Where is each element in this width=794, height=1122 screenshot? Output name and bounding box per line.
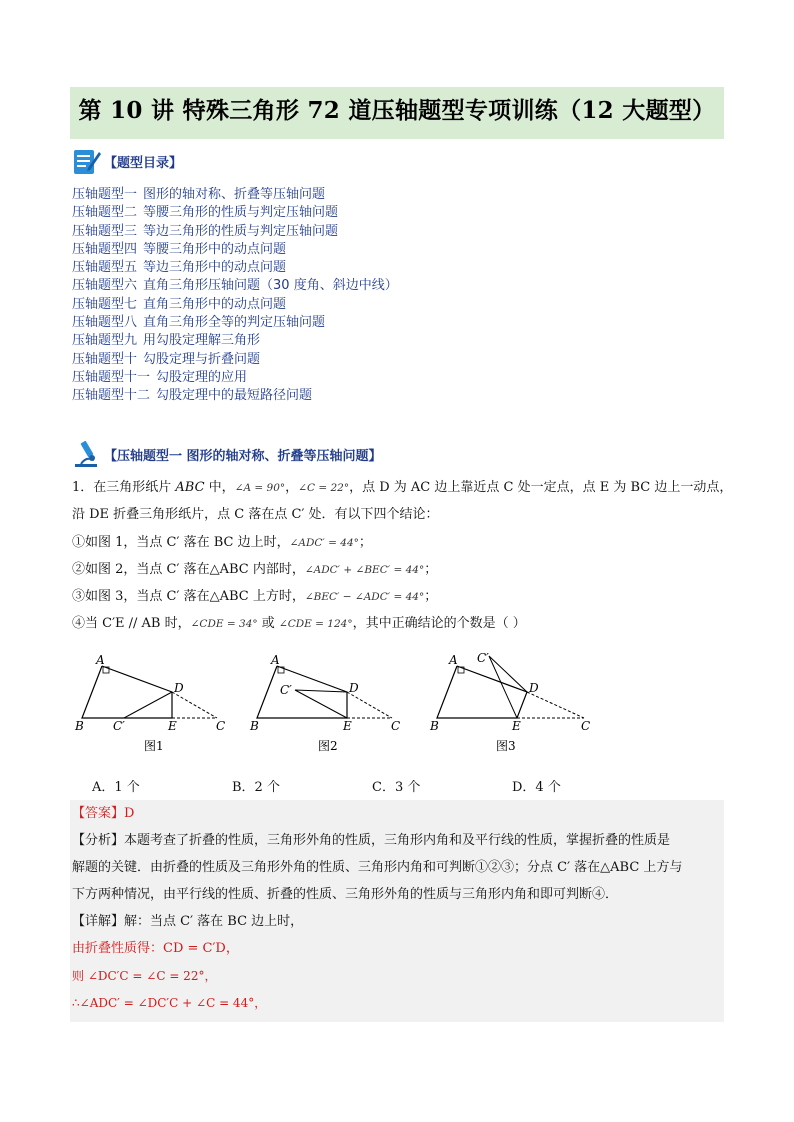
- svg-text:A: A: [271, 653, 280, 667]
- label-E: E: [168, 719, 177, 733]
- svg-text:E: E: [343, 719, 352, 733]
- svg-text:A: A: [449, 653, 458, 667]
- question-line-2: 沿 DE 折叠三角形纸片，点 C 落在点 C′ 处．有以下四个结论：: [72, 507, 439, 522]
- detail-line-2: 由折叠性质得：CD = C′D，: [72, 941, 239, 956]
- statement-1: ①如图 1，当点 C′ 落在 BC 边上时，∠ADC′ = 44°；: [72, 535, 372, 550]
- page-title: 第 10 讲 特殊三角形 72 道压轴题型专项训练（12 大题型）: [78, 97, 716, 124]
- label-Cp: C′: [113, 719, 125, 733]
- analysis-line-3: 下方两种情况，由平行线的性质、折叠的性质、三角形外角的性质与三角形内角和即可判断④．: [72, 887, 619, 902]
- caption-3: 图3: [496, 739, 516, 753]
- toc-item[interactable]: 压轴题型四 等腰三角形中的动点问题: [72, 241, 287, 257]
- toc-item[interactable]: 压轴题型五 等边三角形中的动点问题: [72, 260, 287, 276]
- svg-text:C′: C′: [477, 652, 489, 665]
- choice-d[interactable]: D．4 个: [512, 780, 561, 795]
- toc-item[interactable]: 压轴题型十一 勾股定理的应用: [72, 369, 248, 385]
- toc-item[interactable]: 压轴题型六 直角三角形压轴问题（30 度角、斜边中线）: [72, 278, 398, 294]
- label-A: A: [96, 653, 105, 667]
- svg-text:C: C: [391, 719, 401, 733]
- toc-item[interactable]: 压轴题型二 等腰三角形的性质与判定压轴问题: [72, 205, 339, 221]
- choice-b[interactable]: B．2 个: [232, 780, 280, 795]
- toc-item[interactable]: 压轴题型三 等边三角形的性质与判定压轴问题: [72, 223, 339, 239]
- toc-item[interactable]: 压轴题型七 直角三角形中的动点问题: [72, 296, 287, 312]
- choices: [92, 776, 652, 795]
- svg-text:B: B: [250, 719, 259, 733]
- toc-item[interactable]: 压轴题型八 直角三角形全等的判定压轴问题: [72, 315, 326, 331]
- answer-value: D: [124, 806, 135, 821]
- microscope-icon: [72, 438, 102, 468]
- toc-header-label: 【题型目录】: [104, 156, 183, 171]
- caption-1: 图1: [144, 739, 164, 753]
- notebook-pencil-icon: [72, 146, 102, 176]
- choice-c[interactable]: C．3 个: [372, 780, 421, 795]
- label-B: B: [75, 719, 84, 733]
- section-header-label: 【压轴题型一 图形的轴对称、折叠等压轴问题】: [104, 449, 382, 464]
- svg-text:D: D: [349, 681, 359, 695]
- analysis-line-2: 解题的关键．由折叠的性质及三角形外角的性质、三角形内角和可判断①②③；分点 C′ 落在△ABC 上方与: [72, 860, 683, 875]
- detail-line-1: 【详解】解：当点 C′ 落在 BC 边上时，: [72, 914, 304, 929]
- toc-list: [72, 183, 398, 403]
- toc-item[interactable]: 压轴题型一 图形的轴对称、折叠等压轴问题: [72, 187, 326, 202]
- question-line-1: 1．在三角形纸片 ABC 中，∠A = 90°，∠C = 22°，点 D 为 AC 边上靠近点 C 处一定点，点 E 为 BC 边上一动点，: [72, 480, 733, 495]
- toc-item[interactable]: 压轴题型十 勾股定理与折叠问题: [72, 351, 261, 367]
- svg-text:D: D: [529, 681, 539, 695]
- toc-item[interactable]: 压轴题型九 用勾股定理解三角形: [72, 333, 261, 349]
- statement-3: ③如图 3，当点 C′ 落在△ABC 上方时，∠BEC′ − ∠ADC′ = 44°；: [72, 589, 438, 604]
- analysis-line-1: 【分析】本题考查了折叠的性质，三角形外角的性质，三角形内角和及平行线的性质，掌握折叠的性质是: [72, 833, 671, 848]
- answer-line: [72, 804, 134, 824]
- statement-4: ④当 C′E // AB 时，∠CDE = 34° 或 ∠CDE = 124°，其中正确结论的个数是（ ）: [72, 616, 526, 631]
- label-D: D: [174, 681, 184, 695]
- svg-text:E: E: [512, 719, 521, 733]
- figure-1: [74, 653, 225, 733]
- label-C: C: [216, 719, 226, 733]
- toc-item[interactable]: 压轴题型十二 勾股定理中的最短路径问题: [72, 388, 313, 404]
- detail-line-3: 则 ∠DC′C = ∠C = 22°，: [72, 969, 217, 983]
- svg-text:C: C: [581, 719, 591, 733]
- answer-label: 【答案】: [72, 806, 125, 821]
- caption-2: 图2: [318, 739, 338, 753]
- choice-a[interactable]: A．1 个: [92, 780, 140, 795]
- statement-2: ②如图 2，当点 C′ 落在△ABC 内部时，∠ADC′ + ∠BEC′ = 44°；: [72, 562, 438, 577]
- svg-text:C′: C′: [280, 683, 292, 697]
- detail-line-4: ∴∠ADC′ = ∠DC′C + ∠C = 44°，: [72, 996, 267, 1010]
- figure-3: [429, 652, 590, 733]
- svg-text:B: B: [430, 719, 439, 733]
- figure-2: [249, 653, 400, 733]
- figures: [72, 652, 612, 762]
